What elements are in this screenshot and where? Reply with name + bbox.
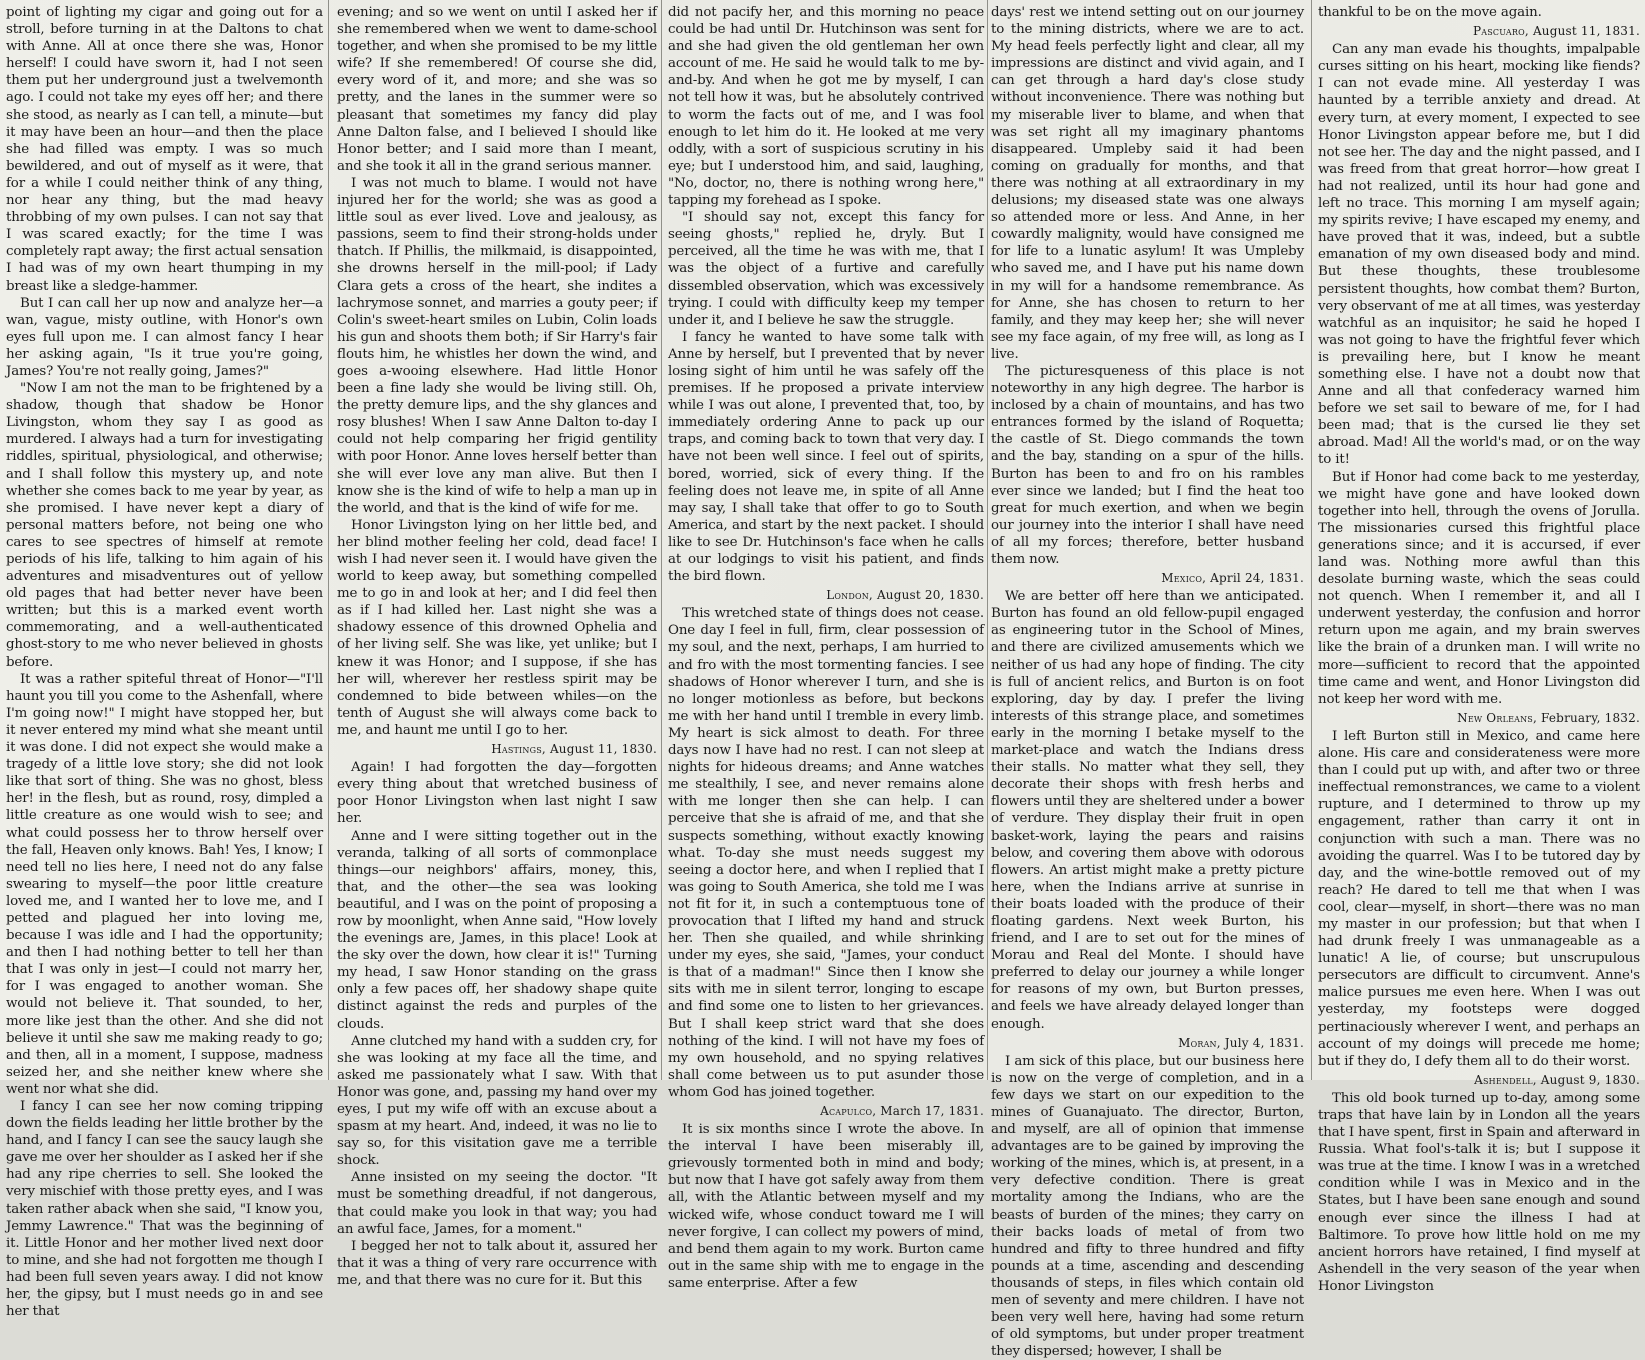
text-column-3 [668, 4, 984, 1291]
dateline [991, 1035, 1304, 1052]
paragraph: did not pacify her, and this morning no peace could be had until Dr. Hutchinson was sent for and she had given the old gentleman her own account of me. He said he would talk to me by-and-by. And when he got me by myself, I can not tell how it was, but he absolutely contrived to worm the facts out of me, and I was fool enough to let him do it. He looked at me very oddly, with a sort of suspicious scrutiny in his eye; but I understood him, and said, laughing, "No, doctor, no, there is nothing wrong here," tapping my forehead as I spoke. [668, 5, 984, 209]
paragraph: But I can call her up now and analyze her—a wan, vague, misty outline, with Honor's own eyes full upon me. I can almost fancy I hear her asking again, "Is it true you're going, James? You're not really going, James?" [6, 295, 323, 379]
paragraph: Anne insisted on my seeing the doctor. "It must be something dreadful, if not dangerous, that could make you look in that way; you had an awful face, James, for a moment." [337, 1170, 657, 1237]
dateline-place: Ashendell, [1474, 1072, 1537, 1087]
paragraph: This wretched state of things does not cease. One day I feel in full, firm, clear possession of my soul, and the next, perhaps, I am hurried to and fro with the most tormenting fancies. I see shadows of Honor wherever I turn, and she is no longer motionless as before, but beckons me with her hand until I tremble in every limb. My heart is sick almost to death. For three days now I have had no rest. I can not sleep at nights for hideous dreams; and Anne watches me stealthily, I see, and never remains alone with me longer then she can help. I can perceive that she is afraid of me, and that she suspects something, without exactly knowing what. To-day she must needs suggest my seeing a doctor here, and when I replied that I was going to South America, she told me I was not fit for it, in such a contemptuous tone of provocation that I lifted my hand and struck her. Then she quailed, and while shrinking under my eyes, she said, "James, your conduct is that of a madman!" Since then I know she sits with me in silent terror, longing to escape and find some one to listen to her grievances. But I shall keep strict ward that she does nothing of the kind. I will not have my foes of my own household, and no spying relatives shall come between us to put asunder those whom God has joined together. [668, 606, 984, 1100]
paragraph: evening; and so we went on until I asked her if she remembered when we went to dame-school together, and when she promised to be my little wife? If she remembered! Of course she did, every word of it, and more; and she was so pretty, and the lanes in the summer were so pleasant that sometimes my fancy did play Anne Dalton false, and I believed I should like Honor better; and I said more than I meant, and she took it all in the grand serious manner. [337, 5, 657, 174]
dateline-place: London, [826, 588, 873, 603]
paragraph: I begged her not to talk about it, assured her that it was a thing of very rare occurrence with me, and that there was no cure for it. But this [337, 1238, 657, 1288]
dateline-date: March 17, 1831. [880, 1104, 984, 1118]
dateline-place: Hastings, [491, 742, 546, 757]
paragraph: I fancy he wanted to have some talk with Anne by herself, but I prevented that by never losing sight of him until he was safely off the premises. If he proposed a private interview while I was out alone, I prevented that, too, by immediately ordering Anne to pack up our traps, and coming back to town that very day. I have not been well since. I feel out of spirits, bored, worried, sick of every thing. If the feeling does not leave me, in spite of all Anne may say, I shall take that offer to go to South America, and start by the next packet. I should like to see Dr. Hutchinson's face when he calls at our lodgings to visit his patient, and finds the bird flown. [668, 329, 984, 585]
column-rule [1311, 0, 1312, 1080]
dateline-date: August 11, 1831. [1532, 24, 1640, 39]
dateline-date: August 20, 1830. [876, 588, 984, 603]
dateline [991, 570, 1304, 587]
paragraph: I was not much to blame. I would not have injured her for the world; she was as good a little soul as ever lived. Love and jealousy, as passions, seem to find their strong-holds under thatch. If Phillis, the milkmaid, is disappointed, she drowns herself in the mill-pool; if Lady Clara gets a cross of the heart, she indites a lachrymose sonnet, and marries a gouty peer; if Colin's sweet-heart smiles on Lubin, Colin loads his gun and shoots them both; if Sir Harry's fair flouts him, he whistles her down the wind, and goes a-wooing elsewhere. Had little Honor been a fine lady she would be living still. Oh, the pretty demure lips, and the shy glances and rosy blushes! When I saw Anne Dalton to-day I could not help comparing her frigid gentility with poor Honor. Anne loves herself better than she will ever love any man alive. But then I know she is the kind of wife to help a man up in the world, and that is the kind of wife for me. [337, 175, 657, 516]
paragraph: point of lighting my cigar and going out for a stroll, before turning in at the Daltons to chat with Anne. All at once there she was, Honor herself! I could have sworn it, had I not seen them put her underground just a twelvemonth ago. I could not take my eyes off her; and there she stood, as nearly as I can tell, a minute—but it may have been an hour—and then the place she had filled was empty. I was so much bewildered, and out of myself as it were, that for a while I could neither think of any thing, nor hear any thing, but the mad heavy throbbing of my own pulses. I can not say that I was scared exactly; for the time I was completely rapt away; the first actual sensation I had was of my own heart thumping in my breast like a sledge-hammer. [6, 5, 323, 294]
column-rule [661, 0, 662, 1080]
dateline [668, 1103, 984, 1120]
dateline [337, 741, 657, 758]
text-column-5 [1318, 4, 1640, 1294]
paragraph: "I should say not, except this fancy for seeing ghosts," replied he, dryly. But I perceived, all the time he was with me, that I was the object of a furtive and carefully dissembled observation, which was excessively trying. I could with difficulty keep my temper under it, and I believe he saw the struggle. [668, 210, 984, 328]
text-column-4 [991, 4, 1304, 1360]
paragraph: We are better off here than we anticipated. Burton has found an old fellow-pupil engaged as engineering tutor in the School of Mines, and there are civilized amusements which we neither of us had any hope of finding. The city is full of ancient relics, and Burton is on foot exploring, day by day. I prefer the living interests of this strange place, and sometimes early in the morning I betake myself to the market-place and watch the Indians dress their stalls. No matter what they sell, they decorate their shops with fresh herbs and flowers until they are sheltered under a bower of verdure. They display their fruit in open basket-work, laying the pears and raisins below, and covering them above with odorous flowers. An artist might make a pretty picture here, when the Indians arrive at sunrise in their boats loaded with the produce of their floating gardens. Next week Burton, his friend, and I are to set out for the mines of Morau and Real del Monte. I should have preferred to delay our journey a while longer for reasons of my own, but Burton presses, and feels we have already delayed longer than enough. [991, 589, 1304, 1032]
dateline-date: April 24, 1831. [1210, 571, 1304, 586]
dateline-date: July 4, 1831. [1224, 1035, 1304, 1050]
dateline-date: February, 1832. [1541, 710, 1640, 725]
paragraph: Again! I had forgotten the day—forgotten every thing about that wretched business of poor Honor Livingston when last night I saw her. [337, 760, 657, 827]
dateline-place: Mexico, [1161, 571, 1207, 586]
paragraph: days' rest we intend setting out on our journey to the mining districts, where we are to act. My head feels perfectly light and clear, all my impressions are distinct and vivid again, and I can get through a hard day's close study without inconvenience. There was nothing but my miserable liver to blame, and when that was set right all my imaginary phantoms disappeared. Umpleby said it had been coming on gradually for months, and that there was nothing at all extraordinary in my delusions; my diseased state was one always so attended more or less. And Anne, in her cowardly malignity, would have consigned me for life to a lunatic asylum! It was Umpleby who saved me, and I have put his name down in my will for a handsome remembrance. As for Anne, she has chosen to return to her family, and they may keep her; she will never see my face again, of my free will, as long as I live. [991, 5, 1304, 362]
paragraph: But if Honor had come back to me yesterday, we might have gone and have looked down together into hell, through the ovens of Jorulla. The missionaries cursed this frightful place generations since; and it is accursed, if ever land was. Nothing more awful than this desolate burning waste, which the seas could not quench. When I remember it, and all I underwent yesterday, the confusion and horror return upon me again, and my brain swerves like the brain of a drunken man. I will write no more—sufficient to record that the appointed time came and went, and Honor Livingston did not keep her word with me. [1318, 469, 1640, 707]
paragraph: This old book turned up to-day, among some traps that have lain by in London all the years that I have spent, first in Spain and afterward in Russia. What fool's-talk it is; but I suppose it was true at the time. I know I was in a wretched condition while I was in Mexico and in the States, but I have been sane enough and sound enough ever since the illness I had at Baltimore. To prove how little hold on me my ancient horrors have retained, I find myself at Ashendell in the very season of the year when Honor Livingston [1318, 1090, 1640, 1294]
column-rule [328, 0, 329, 1080]
paragraph: Anne clutched my hand with a sudden cry, for she was looking at my face all the time, and asked me passionately what I saw. With that Honor was gone, and, passing my hand over my eyes, I put my wife off with an excuse about a spasm at my heart. And, indeed, it was no lie to say so, for this visitation gave me a terrible shock. [337, 1033, 657, 1169]
dateline-place: Acapulco, [820, 1104, 877, 1118]
dateline [1318, 1072, 1640, 1089]
column-rule [987, 0, 988, 1080]
paragraph: I fancy I can see her now coming tripping down the fields leading her little brother by the hand, and I fancy I can see the saucy laugh she gave me over her shoulder as I asked her if she had any ripe cherries to sell. She looked the very mischief with those pretty eyes, and I was taken rather aback when she said, "I know you, Jemmy Lawrence." That was the beginning of it. Little Honor and her mother lived next door to mine, and she had not forgotten me though I had been full seven years away. I did not know her, the gipsy, but I must needs go in and see her that [6, 1099, 323, 1320]
dateline-place: Pascuaro, [1472, 24, 1529, 39]
dateline-place: New Orleans, [1457, 710, 1537, 725]
text-column-2 [337, 4, 657, 1288]
paragraph: thankful to be on the move again. [1318, 5, 1542, 20]
paragraph: It was a rather spiteful threat of Honor—"I'll haunt you till you come to the Ashenfall, where I'm going now!" I might have stopped her, but it never entered my mind what she meant until it was done. I did not expect she would make a tragedy of a little love story; she did not look like that sort of thing. She was no ghost, bless her! in the flesh, but as round, rosy, dimpled a little creature as one would wish to see; and what could possess her to throw herself over the fall, Heaven only knows. Bah! Yes, I know; I need tell no lies here, I need not do any false swearing to myself—the poor little creature loved me, and I wanted her to love me, and I petted and plagued her into loving me, because I was idle and I had the opportunity; and then I had nothing better to tell her than that I was only in jest—I could not marry her, for I was engaged to another woman. She would not believe it. That sounded, to her, more like jest than the other. And she did not believe it until she saw me making ready to go; and then, all in a moment, I suppose, madness seized her, and she neither knew where she went nor what she did. [6, 671, 323, 1097]
paragraph: Can any man evade his thoughts, impalpable curses sitting on his heart, mocking like fiends? I can not evade mine. All yesterday I was haunted by a terrible anxiety and dread. At every turn, at every moment, I expected to see Honor Livingston appear before me, but I did not see her. The day and the night passed, and I was freed from that great horror—how great I had not realized, until its hour had gone and left no trace. This morning I am myself again; my spirits revive; I have escaped my enemy, and have proved that it was, indeed, but a subtle emanation of my own diseased body and mind. But these thoughts, these troublesome persistent thoughts, how combat them? Burton, very observant of me at all times, was yesterday watchful as an inquisitor; he said he hoped I was not going to have the frightful fever which is prevailing here, but I know he meant something else. I have not a doubt now that Anne and all that confederacy warned him before we set sail to beware of me, for I had been mad; that is the cursed lie they set abroad. Mad! All the world's mad, or on the way to it! [1318, 42, 1640, 468]
text-column-1 [6, 4, 323, 1320]
paragraph: The picturesqueness of this place is not noteworthy in any high degree. The harbor is inclosed by a chain of mountains, and has two entrances formed by the island of Roquetta; the castle of St. Diego commands the town and the bay, standing on a spur of the hills. Burton has been to and fro on his rambles ever since we landed; but I find the heat too great for much exertion, and when we begin our journey into the interior I shall have need of all my forces; therefore, better husband them now. [991, 363, 1304, 567]
paragraph: "Now I am not the man to be frightened by a shadow, though that shadow be Honor Livingston, whom they say I as good as murdered. I always had a turn for investigating riddles, spiritual, physiological, and otherwise; and I shall follow this mystery up, and note whether she comes back to me year by year, as she promised. I have never kept a diary of personal matters before, not being one who cares to see spectres of himself at remote periods of his life, talking to him again of his adventures and misadventures out of yellow old pages that had better never have been written; but this is a marked event worth commemorating, and a well-authenticated ghost-story to me who never believed in ghosts before. [6, 381, 323, 670]
paragraph: It is six months since I wrote the above. In the interval I have been miserably ill, grievously tormented both in mind and body; but now that I have got safely away from them all, with the Atlantic between myself and my wicked wife, whose conduct toward me I will never forgive, I can collect my powers of mind, and bend them again to my work. Burton came out in the same ship with me to engage in the same enterprise. After a few [668, 1122, 984, 1291]
dateline [1318, 23, 1640, 40]
dateline [668, 587, 984, 604]
paragraph: I left Burton still in Mexico, and came here alone. His care and considerateness were more than I could put up with, and after two or three ineffectual remonstrances, we came to a violent rupture, and I determined to throw up my engagement, rather than carry it ont in conjunction with such a man. There was no avoiding the quarrel. Was I to be tutored day by day, and the wine-bottle removed out of my reach? He dared to tell me that when I was cool, clear—myself, in short—there was no man my master in our profession; but that when I had drunk freely I was unmanageable as a lunatic! A lie, of course; but unscrupulous persecutors are difficult to circumvent. Anne's malice pursues me even here. When I was out yesterday, my footsteps were dogged pertinaciously wherever I went, and perhaps an account of my doings will precede me home; but if they do, I defy them all to do their worst. [1318, 728, 1640, 1069]
dateline [1318, 710, 1640, 727]
paragraph: I am sick of this place, but our business here is now on the verge of completion, and in a few days we start on our expedition to the mines of Guanajuato. The director, Burton, and myself, are all of opinion that immense advantages are to be gained by improving the working of the mines, which is, at present, in a very defective condition. There is great mortality among the Indians, who are the beasts of burden of the mines; they carry on their backs loads of metal of from two hundred and fifty to three hundred and fifty pounds at a time, ascending and descending thousands of steps, in files which contain old men of seventy and mere children. I have not been very well here, having had some return of old symptoms, but under proper treatment they dispersed; however, I shall be [991, 1053, 1304, 1360]
paragraph: Anne and I were sitting together out in the veranda, talking of all sorts of commonplace things—our neighbors' affairs, money, this, that, and the other—the sea was looking beautiful, and I was on the point of proposing a row by moonlight, when Anne said, "How lovely the evenings are, James, in this place! Look at the sky over the down, how clear it is!" Turning my head, I saw Honor standing on the grass only a few paces off, her shadowy shape quite distinct against the reds and purples of the clouds. [337, 828, 657, 1032]
dateline-place: Moran, [1178, 1035, 1221, 1050]
dateline-date: August 11, 1830. [549, 742, 657, 757]
paragraph: Honor Livingston lying on her little bed, and her blind mother feeling her cold, dead face! I wish I had never seen it. I would have given the world to keep away, but something compelled me to go in and look at her; and I did feel then as if I had killed her. Last night she was a shadowy essence of this drowned Ophelia and of her living self. She was like, yet unlike; but I knew it was Honor; and I suppose, if she has her will, wherever her restless spirit may be condemned to bide between whiles—on the tenth of August she will always come back to me, and haunt me until I go to her. [337, 517, 657, 738]
dateline-date: August 9, 1830. [1540, 1072, 1640, 1087]
